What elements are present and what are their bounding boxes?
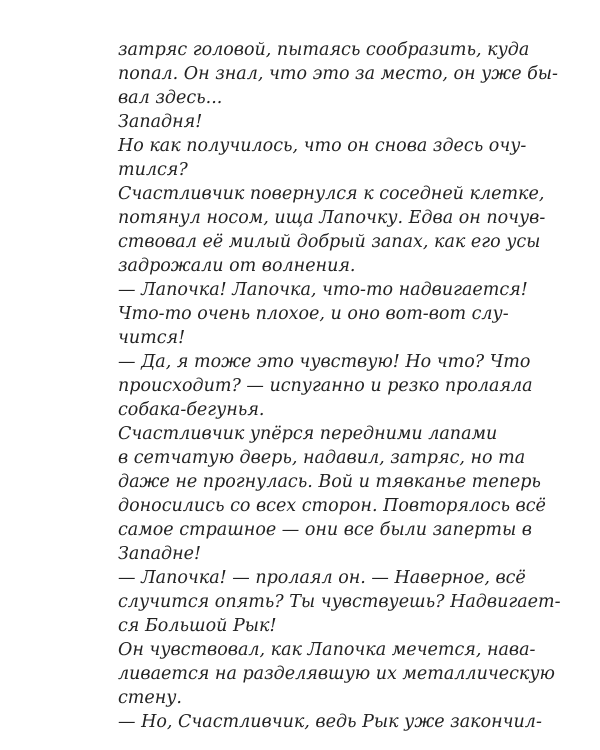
text-line: ливается на разделявшую их металлическую: [118, 664, 555, 684]
text-line: тился?: [118, 160, 188, 180]
text-line: случится опять? Ты чувствуешь? Надвигает-: [118, 592, 561, 612]
text-line: ся Большой Рык!: [118, 616, 277, 636]
text-line: — Но, Счастливчик, ведь Рык уже закончил-: [118, 712, 542, 732]
text-line: Счастливчик упёрся передними лапами: [118, 424, 498, 444]
text-line: затряс головой, пытаясь сообразить, куда: [118, 40, 530, 60]
text-line: происходит? — испуганно и резко пролаяла: [118, 376, 533, 396]
text-line: вал здесь...: [118, 88, 223, 108]
text-line: Что-то очень плохое, и оно вот-вот слу-: [118, 304, 509, 324]
text-line: Но как получилось, что он снова здесь очу-: [118, 136, 527, 156]
text-line: задрожали от волнения.: [118, 256, 356, 276]
text-line: Западне!: [118, 544, 202, 564]
text-line: доносились со всех сторон. Повторялось всё: [118, 496, 546, 516]
text-line: ствовал её милый добрый запах, как его усы: [118, 232, 541, 252]
text-line: собака-бегунья.: [118, 400, 265, 420]
text-line: попал. Он знал, что это за место, он уже бы-: [118, 64, 558, 84]
text-line: Он чувствовал, как Лапочка мечется, нава-: [118, 640, 536, 660]
text-line: самое страшное — они все были заперты в: [118, 520, 532, 540]
text-line: потянул носом, ища Лапочку. Едва он почув-: [118, 208, 546, 228]
text-line: в сетчатую дверь, надавил, затряс, но та: [118, 448, 526, 468]
text-line: — Лапочка! — пролаял он. — Наверное, всё: [118, 568, 526, 588]
text-line: — Лапочка! Лапочка, что-то надвигается!: [118, 280, 528, 300]
text-line: стену.: [118, 688, 182, 708]
text-line: чится!: [118, 328, 186, 348]
text-line: — Да, я тоже это чувствую! Но что? Что: [118, 352, 531, 372]
text-line: Счастливчик повернулся к соседней клетке,: [118, 184, 545, 204]
text-line: даже не прогнулась. Вой и тявканье теперь: [118, 472, 541, 492]
text-line: Западня!: [118, 112, 203, 132]
